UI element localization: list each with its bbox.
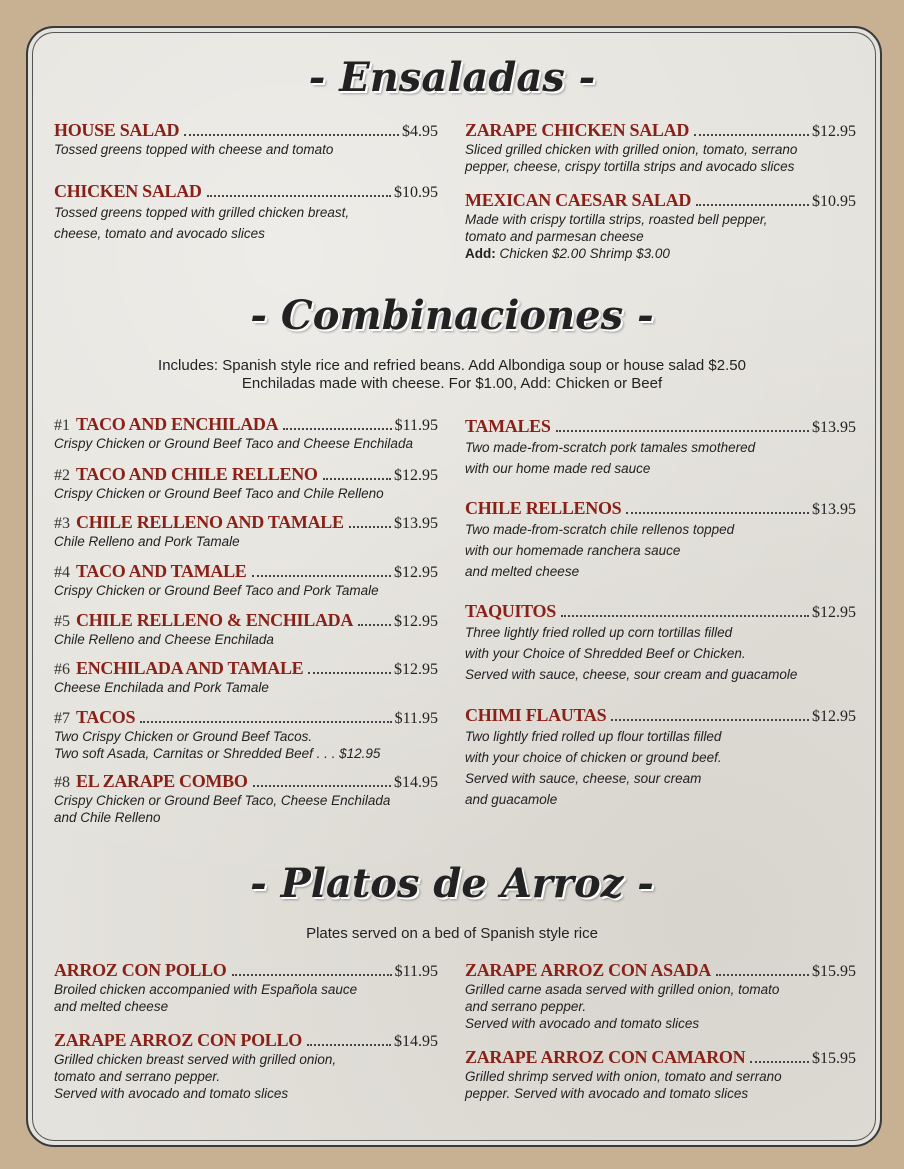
- item-name: CHICKEN SALAD: [54, 181, 202, 201]
- description-line: with your Choice of Shredded Beef or Chicken.: [465, 646, 746, 661]
- item-number: #5: [54, 613, 70, 630]
- item-description: [54, 728, 438, 762]
- menu-item-header: [54, 960, 438, 981]
- description-line: and melted cheese: [54, 999, 169, 1014]
- menu-item-header: [465, 705, 856, 726]
- item-description: [54, 582, 438, 599]
- menu-item: [465, 416, 856, 479]
- item-description: [465, 1068, 856, 1102]
- dot-leader: [252, 575, 391, 577]
- item-price: $12.95: [812, 604, 856, 621]
- dot-leader: [253, 785, 391, 787]
- item-name: ARROZ CON POLLO: [54, 960, 227, 980]
- item-price: $10.95: [812, 193, 856, 210]
- menu-item-header: [465, 190, 856, 211]
- description-line: Grilled chicken breast served with grilled onion,: [54, 1052, 337, 1067]
- description-line: Crispy Chicken or Ground Beef Taco and Cheese Enchilada: [54, 436, 413, 451]
- description-line: Two Crispy Chicken or Ground Beef Tacos.: [54, 729, 313, 744]
- description-line: Tossed greens topped with grilled chicken breast,: [54, 205, 350, 220]
- item-price: $12.95: [394, 564, 438, 581]
- dot-leader: [358, 624, 391, 626]
- description-line: and serrano pepper.: [465, 999, 587, 1014]
- menu-item: [54, 658, 438, 696]
- item-description: [54, 202, 438, 244]
- description-line: Chile Relleno and Cheese Enchilada: [54, 632, 274, 647]
- add-ons: [465, 245, 856, 262]
- description-line: Crispy Chicken or Ground Beef Taco, Cheese Enchilada: [54, 793, 391, 808]
- description-line: Crispy Chicken or Ground Beef Taco and Chile Relleno: [54, 486, 384, 501]
- item-number: #6: [54, 661, 70, 678]
- item-description: [465, 622, 856, 685]
- menu-item: [54, 512, 438, 550]
- menu-item: [54, 771, 438, 826]
- item-price: $15.95: [812, 963, 856, 980]
- item-number: #3: [54, 515, 70, 532]
- item-price: $12.95: [812, 708, 856, 725]
- item-name: TAMALES: [465, 416, 551, 436]
- menu-item: [54, 120, 438, 158]
- item-price: $12.95: [394, 467, 438, 484]
- dot-leader: [750, 1061, 809, 1063]
- item-number: #4: [54, 564, 70, 581]
- item-price: $10.95: [394, 184, 438, 201]
- menu-item: [54, 561, 438, 599]
- item-name: ZARAPE ARROZ CON ASADA: [465, 960, 711, 980]
- item-description: [54, 1051, 438, 1102]
- dot-leader: [283, 428, 391, 430]
- item-description: [465, 519, 856, 582]
- item-description: [54, 792, 438, 826]
- section-title-combinaciones: - Combinaciones -: [250, 292, 654, 339]
- description-line: Chile Relleno and Pork Tamale: [54, 534, 240, 549]
- dot-leader: [207, 195, 391, 197]
- item-description: [465, 726, 856, 810]
- menu-item: [54, 960, 438, 1015]
- item-price: $13.95: [394, 515, 438, 532]
- description-line: Two made-from-scratch pork tamales smothered: [465, 440, 756, 455]
- description-line: and melted cheese: [465, 564, 580, 579]
- menu-item-header: [54, 771, 438, 792]
- item-name: ZARAPE CHICKEN SALAD: [465, 120, 690, 140]
- item-price: $11.95: [394, 710, 438, 727]
- item-price: $11.95: [394, 963, 438, 980]
- description-line: Served with avocado and tomato slices: [465, 1016, 700, 1031]
- item-description: [54, 485, 438, 502]
- menu-item-header: [54, 1030, 438, 1051]
- description-line: with our home made red sauce: [465, 461, 651, 476]
- item-price: $13.95: [812, 501, 856, 518]
- section-title-ensaladas: - Ensaladas -: [308, 54, 596, 101]
- menu-item: [54, 610, 438, 648]
- dot-leader: [307, 1044, 391, 1046]
- description-line: and Chile Relleno: [54, 810, 161, 825]
- item-price: $13.95: [812, 419, 856, 436]
- dot-leader: [232, 974, 392, 976]
- item-number: #7: [54, 710, 70, 727]
- menu-item-header: [465, 498, 856, 519]
- description-line: Grilled carne asada served with grilled onion, tomato: [465, 982, 780, 997]
- item-price: $12.95: [812, 123, 856, 140]
- item-description: [465, 211, 856, 262]
- menu-item: [54, 414, 438, 452]
- menu-item-header: [54, 181, 438, 202]
- item-description: [54, 679, 438, 696]
- dot-leader: [561, 615, 809, 617]
- item-price: $14.95: [394, 1033, 438, 1050]
- description-line: with your choice of chicken or ground beef.: [465, 750, 722, 765]
- menu-item: [54, 707, 438, 762]
- description-line: Served with sauce, cheese, sour cream and guacamole: [465, 667, 798, 682]
- description-line: cheese, tomato and avocado slices: [54, 226, 265, 241]
- description-line: tomato and parmesan cheese: [465, 229, 644, 244]
- description-line: Two soft Asada, Carnitas or Shredded Beef . . . $12.95: [54, 746, 381, 761]
- dot-leader: [716, 974, 809, 976]
- description-line: Three lightly fried rolled up corn tortillas filled: [465, 625, 733, 640]
- combo-note-line: Enchiladas made with cheese. For $1.00, Add: Chicken or Beef: [241, 375, 663, 392]
- section-title-arroz: - Platos de Arroz -: [250, 860, 654, 907]
- item-number: #1: [54, 417, 70, 434]
- item-name: CHIMI FLAUTAS: [465, 705, 607, 725]
- description-line: pepper, cheese, crispy tortilla strips and avocado slices: [465, 159, 795, 174]
- item-price: $14.95: [394, 774, 438, 791]
- item-name: ZARAPE ARROZ CON POLLO: [54, 1030, 302, 1050]
- add-label: Add:: [465, 246, 496, 261]
- item-name: HOUSE SALAD: [54, 120, 180, 140]
- description-line: Cheese Enchilada and Pork Tamale: [54, 680, 269, 695]
- menu-item-header: [465, 601, 856, 622]
- description-line: Served with sauce, cheese, sour cream: [465, 771, 702, 786]
- menu-item: [465, 705, 856, 810]
- description-line: pepper. Served with avocado and tomato slices: [465, 1086, 749, 1101]
- combo-note: [0, 357, 904, 393]
- combo-note-line: Includes: Spanish style rice and refried beans. Add Albondiga soup or house salad $2.50: [158, 357, 746, 374]
- description-line: Two lightly fried rolled up flour tortillas filled: [465, 729, 722, 744]
- item-price: $12.95: [394, 613, 438, 630]
- item-name: TACO AND TAMALE: [76, 561, 247, 581]
- item-price: $12.95: [394, 661, 438, 678]
- menu-item-header: [54, 610, 438, 631]
- item-description: [54, 631, 438, 648]
- dot-leader: [308, 672, 391, 674]
- description-line: Grilled shrimp served with onion, tomato and serrano: [465, 1069, 782, 1084]
- item-description: [465, 437, 856, 479]
- menu-item: [465, 1047, 856, 1102]
- item-number: #8: [54, 774, 70, 791]
- menu-item: [465, 190, 856, 262]
- item-name: MEXICAN CAESAR SALAD: [465, 190, 692, 210]
- menu-item-header: [465, 416, 856, 437]
- item-name: TACO AND ENCHILADA: [76, 414, 279, 434]
- description-line: with our homemade ranchera sauce: [465, 543, 681, 558]
- item-name: ENCHILADA AND TAMALE: [76, 658, 304, 678]
- menu-item-header: [465, 1047, 856, 1068]
- menu-item-header: [54, 658, 438, 679]
- menu-item-header: [54, 512, 438, 533]
- item-description: [465, 141, 856, 175]
- description-line: Broiled chicken accompanied with Española sauce: [54, 982, 358, 997]
- menu-item: [54, 1030, 438, 1102]
- dot-leader: [140, 721, 391, 723]
- dot-leader: [696, 204, 809, 206]
- menu-item-header: [465, 960, 856, 981]
- item-price: $15.95: [812, 1050, 856, 1067]
- menu-item: [54, 181, 438, 244]
- menu-item: [465, 120, 856, 175]
- item-name: CHILE RELLENO & ENCHILADA: [76, 610, 354, 630]
- description-line: Sliced grilled chicken with grilled onion, tomato, serrano: [465, 142, 798, 157]
- dot-leader: [626, 512, 809, 514]
- menu-item-header: [54, 414, 438, 435]
- menu-item-header: [54, 561, 438, 582]
- menu-item: [465, 498, 856, 582]
- menu-item: [465, 601, 856, 685]
- item-name: TAQUITOS: [465, 601, 556, 621]
- item-number: #2: [54, 467, 70, 484]
- description-line: Crispy Chicken or Ground Beef Taco and Pork Tamale: [54, 583, 379, 598]
- description-line: Served with avocado and tomato slices: [54, 1086, 289, 1101]
- dot-leader: [323, 478, 391, 480]
- add-text: Chicken $2.00 Shrimp $3.00: [499, 246, 670, 261]
- item-description: [54, 435, 438, 452]
- dot-leader: [611, 719, 809, 721]
- item-description: [54, 981, 438, 1015]
- description-line: tomato and serrano pepper.: [54, 1069, 221, 1084]
- item-description: [54, 533, 438, 550]
- menu-item-header: [54, 120, 438, 141]
- menu-item-header: [54, 707, 438, 728]
- menu-item-header: [465, 120, 856, 141]
- dot-leader: [694, 134, 809, 136]
- item-name: TACOS: [76, 707, 136, 727]
- item-name: EL ZARAPE COMBO: [76, 771, 248, 791]
- menu-item: [54, 464, 438, 502]
- item-description: [54, 141, 438, 158]
- item-price: $11.95: [394, 417, 438, 434]
- description-line: and guacamole: [465, 792, 558, 807]
- item-name: CHILE RELLENOS: [465, 498, 622, 518]
- dot-leader: [184, 134, 399, 136]
- dot-leader: [349, 526, 391, 528]
- item-description: [465, 981, 856, 1032]
- description-line: Two made-from-scratch chile rellenos topped: [465, 522, 735, 537]
- item-price: $4.95: [402, 123, 438, 140]
- dot-leader: [556, 430, 809, 432]
- item-name: ZARAPE ARROZ CON CAMARON: [465, 1047, 746, 1067]
- arroz-note: Plates served on a bed of Spanish style rice: [306, 925, 598, 942]
- description-line: Made with crispy tortilla strips, roasted bell pepper,: [465, 212, 768, 227]
- item-name: CHILE RELLENO AND TAMALE: [76, 512, 344, 532]
- item-name: TACO AND CHILE RELLENO: [76, 464, 318, 484]
- description-line: Tossed greens topped with cheese and tomato: [54, 142, 334, 157]
- menu-item-header: [54, 464, 438, 485]
- menu-item: [465, 960, 856, 1032]
